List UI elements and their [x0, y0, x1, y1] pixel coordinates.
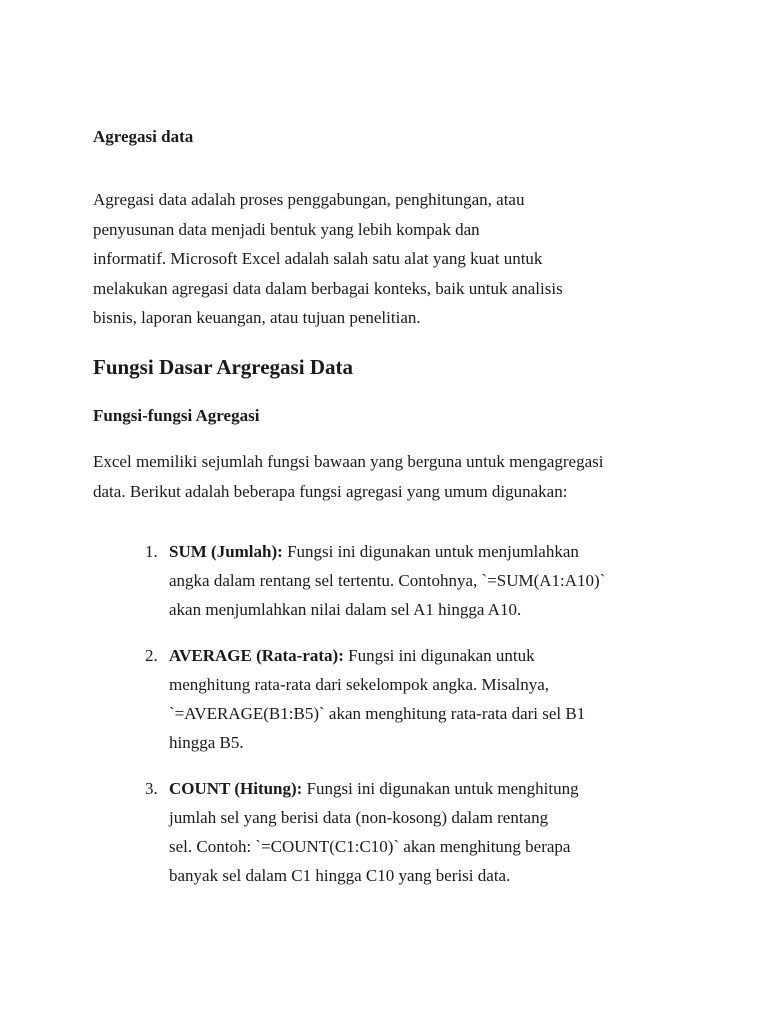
list-line [169, 537, 605, 566]
list-content [169, 537, 605, 624]
list-number: 2. [145, 646, 158, 665]
list-text: Fungsi ini digunakan untuk [343, 646, 535, 665]
list-line: akan menjumlahkan nilai dalam sel A1 hingga A10. [169, 600, 522, 619]
sub-title: Fungsi-fungsi Agregasi [93, 406, 260, 425]
list-number: 3. [145, 779, 158, 798]
list-term: AVERAGE (Rata-rata): [169, 646, 344, 665]
body-paragraph [93, 447, 604, 506]
list-content [169, 774, 579, 890]
list-text: Fungsi ini digunakan untuk menghitung [302, 779, 579, 798]
list-line: `=AVERAGE(B1:B5)` akan menghitung rata-rata dari sel B1 [169, 704, 586, 723]
intro-line: penyusunan data menjadi bentuk yang lebih kompak dan [93, 219, 480, 239]
body-line: Excel memiliki sejumlah fungsi bawaan yang berguna untuk mengagregasi [93, 452, 604, 471]
list-term: COUNT (Hitung): [169, 779, 303, 798]
intro-line: bisnis, laporan keuangan, atau tujuan penelitian. [93, 308, 421, 327]
list-line: hingga B5. [169, 733, 244, 752]
list-line: angka dalam rentang sel tertentu. Contohnya, `=SUM(A1:A10)` [169, 571, 606, 590]
intro-paragraph [93, 185, 563, 333]
list-line [169, 641, 585, 670]
list-line: jumlah sel yang berisi data (non-kosong) dalam rentang [169, 808, 549, 827]
intro-line: melakukan agregasi data dalam berbagai konteks, baik untuk analisis [93, 278, 563, 298]
list-number: 1. [145, 542, 158, 561]
document-heading: Agregasi data [93, 127, 194, 146]
section-title: Fungsi Dasar Argregasi Data [93, 355, 353, 379]
list-line: menghitung rata-rata dari sekelompok angka. Misalnya, [169, 675, 550, 694]
intro-line: Agregasi data adalah proses penggabungan, penghitungan, atau [93, 190, 525, 209]
intro-line: informatif. Microsoft Excel adalah salah satu alat yang kuat untuk [93, 249, 543, 268]
list-line [169, 774, 579, 803]
list-text: Fungsi ini digunakan untuk menjumlahkan [282, 542, 579, 561]
list-line: sel. Contoh: `=COUNT(C1:C10)` akan menghitung berapa [169, 837, 571, 856]
list-content [169, 641, 585, 757]
list-line: banyak sel dalam C1 hingga C10 yang berisi data. [169, 866, 511, 885]
body-line: data. Berikut adalah beberapa fungsi agregasi yang umum digunakan: [93, 481, 568, 501]
list-term: SUM (Jumlah): [169, 542, 283, 561]
